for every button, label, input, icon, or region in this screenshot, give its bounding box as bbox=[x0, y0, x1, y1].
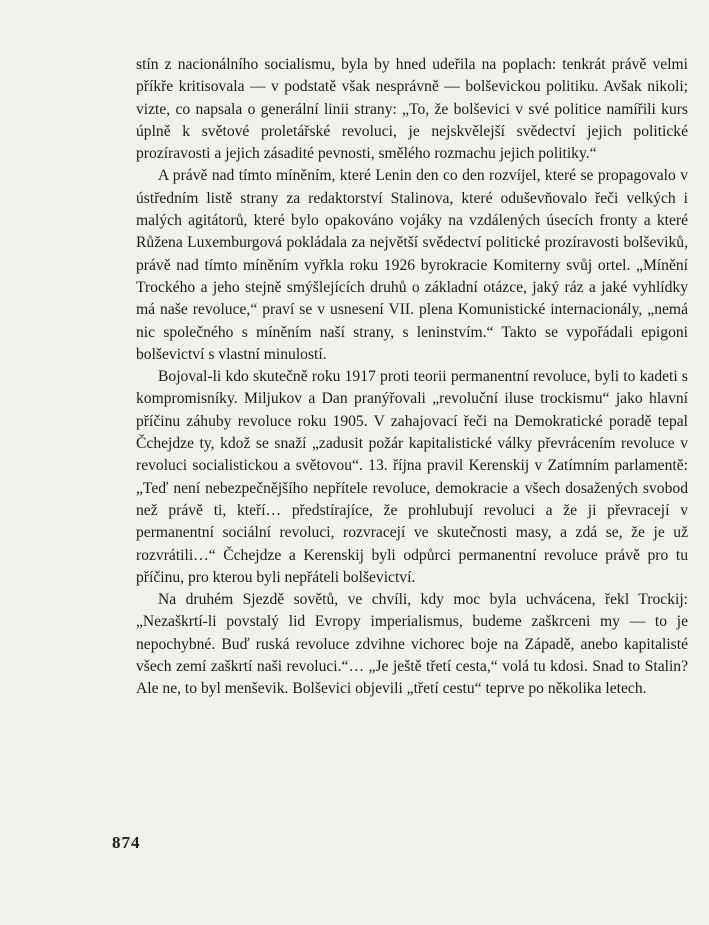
page-number: 874 bbox=[112, 833, 141, 852]
body-text bbox=[136, 54, 688, 701]
paragraph: Bojoval-li kdo skutečně roku 1917 proti teorii permanentní revoluce, byli to kadeti s kompromisníky. Miljukov a Dan pranýřovali „revoluční iluse trockismu“ jako hlavní příčinu záhuby revoluce roku 1905. V zahajovací řeči na Demokratické poradě tepal Čchejdze ty, kdož se snaží „zadusit požár kapitalistické války převrácením revoluce v revoluci socialistickou a světovou“. 13. října pravil Kerenskij v Zatímním parlamentě: „Teď není nebezpečnějšího nepřítele revoluce, demokracie a všech dosažených svobod než právě ti, kteří… předstírajíce, že prohlubují revoluci a že ji převracejí v permanentní sociální revoluci, rozvracejí ve skutečnosti masy, a zdá se, že je už rozvrátili…“ Čchejdze a Kerenskij byli odpůrci permanentní revoluce právě pro tu příčinu, pro kterou byli nepřáteli bolševictví. bbox=[136, 368, 688, 586]
paragraph: Na druhém Sjezdě sovětů, ve chvíli, kdy moc byla uchvácena, řekl Trockij: „Nezaškrtí-li povstalý lid Evropy imperialismus, budeme zaškrceni my — to je nepochybné. Buď ruská revoluce zdvihne vichorec boje na Západě, anebo kapitalisté všech zemí zaškrtí naši revoluci.“… „Je ještě třetí cesta,“ volá tu kdosi. Snad to Stalin? Ale ne, to byl menševik. Bolševici objevili „třetí cestu“ teprve po několika letech. bbox=[136, 591, 688, 698]
paragraph: A právě nad tímto míněním, které Lenin den co den rozvíjel, které se propagovalo v ústředním listě strany za redaktorství Stalinova, které oduševňovalo řeči velkých i malých agitátorů, které bylo opakováno vojáky na vzdálených úsecích fronty a které Růžena Luxemburgová pokládala za největší svědectví politické prozíravosti bolševiků, právě nad tímto míněním vyřkla roku 1926 byrokracie Komiterny svůj ortel. „Mínění Trockého a jeho stejně smýšlejících druhů o základní otázce, jaký ráz a jaké vyhlídky má naše revoluce,“ praví se v usnesení VII. plena Komunistické internacionály, „nemá nic společného s míněním naší strany, s leninstvím.“ Takto se vypořádali epigoni bolševictví s vlastní minulostí. bbox=[136, 167, 688, 363]
paragraph-continued: stín z nacionálního socialismu, byla by hned udeřila na poplach: tenkrát právě velmi příkře kritisovala — v podstatě však nesprávně — bolševickou politiku. Avšak nikoli; vizte, co napsala o generální linii strany: „To, že bolševici v své politice namířili kurs úplně k světové proletářské revoluci, je nejskvělejší svědectví jejich politické prozíravosti a jejich zásadité pevnosti, smělého rozmachu jejich politiky.“ bbox=[136, 56, 688, 163]
